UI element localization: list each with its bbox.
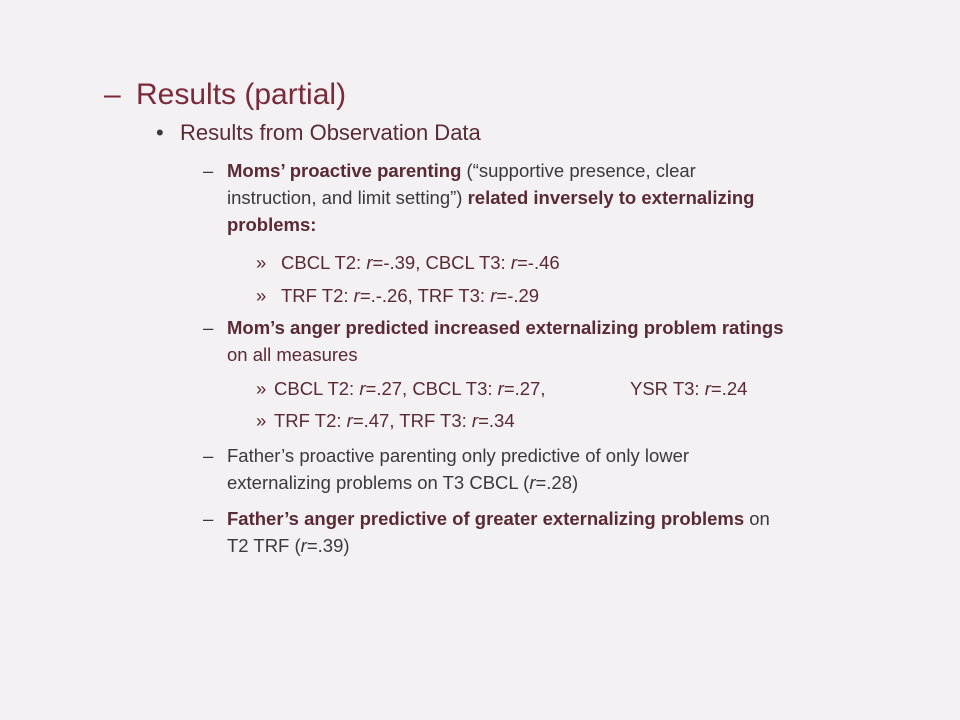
bold-text: Father’s anger predictive of greater externalizing problems xyxy=(227,508,745,529)
item-dash: – xyxy=(203,317,214,338)
slide-heading: Results (partial) xyxy=(136,78,347,111)
text: on xyxy=(744,508,770,529)
subheading: Results from Observation Data xyxy=(180,120,481,145)
sub-item: CBCL T2: r=-.39, CBCL T3: r=-.46 xyxy=(281,252,560,273)
bold-text: Mom’s anger predicted increased externalizing problem ratings xyxy=(227,317,784,338)
item-dash: – xyxy=(203,508,214,529)
bold-text: Moms’ proactive parenting xyxy=(227,160,462,181)
subheading-bullet: • xyxy=(156,120,164,145)
item-line xyxy=(227,445,689,467)
heading-dash: – xyxy=(104,78,121,111)
item-dash: – xyxy=(203,445,214,466)
item-dash: – xyxy=(203,160,214,181)
sub-item: TRF T2: r=.-.26, TRF T3: r=-.29 xyxy=(281,285,540,306)
item-line: externalizing problems on T3 CBCL (r=.28) xyxy=(227,472,579,493)
text: Father’s proactive parenting only predictive of only lower xyxy=(227,445,690,466)
sub-marker: » xyxy=(256,378,267,399)
sub-marker: » xyxy=(256,285,267,306)
sub-item: CBCL T2: r=.27, CBCL T3: r=.27, xyxy=(274,378,546,399)
item-line xyxy=(227,508,770,530)
text: on all measures xyxy=(227,344,358,365)
item-line xyxy=(227,160,696,182)
item-line xyxy=(227,344,358,366)
item-line xyxy=(227,317,784,339)
item-line xyxy=(227,214,316,236)
sub-item: TRF T2: r=.47, TRF T3: r=.34 xyxy=(274,410,515,431)
item-line xyxy=(227,187,754,209)
bold-text: related inversely to externalizing xyxy=(467,187,755,208)
sub-marker: » xyxy=(256,410,267,431)
item-line: T2 TRF (r=.39) xyxy=(227,535,350,556)
sub-item-extra: YSR T3: r=.24 xyxy=(630,378,748,399)
bold-text: problems: xyxy=(227,214,317,235)
text: instruction, and limit setting”) xyxy=(227,187,468,208)
text: (“supportive presence, clear xyxy=(461,160,696,181)
sub-marker: » xyxy=(256,252,267,273)
